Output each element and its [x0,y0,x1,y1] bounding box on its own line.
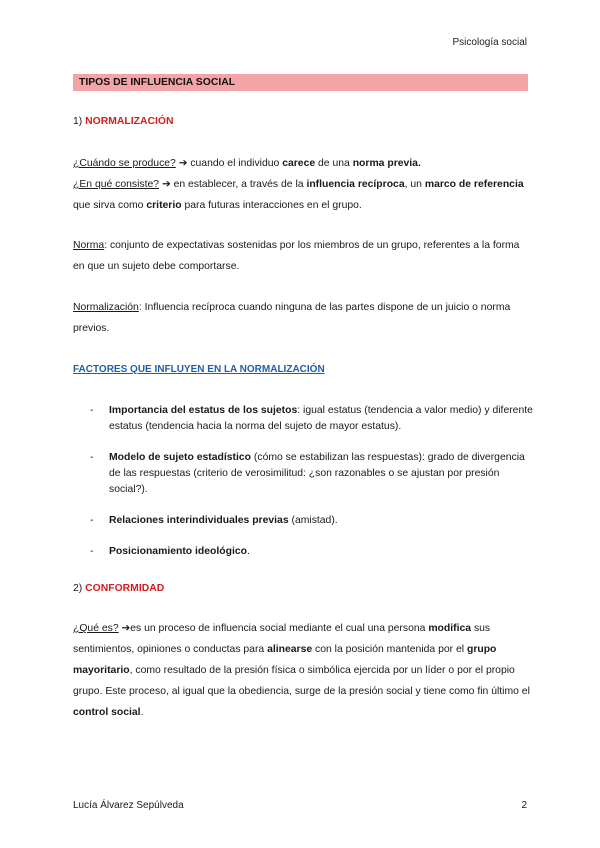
list-item [73,403,533,435]
text: , como resultado de la presión física o simbólica ejercida por un líder o por el propio grupo. Este proceso, al igual que la obediencia, surge de la presión social y tiene como fin último el [73,665,530,697]
section-number: 2) [73,583,83,594]
question-label: ¿En qué consiste? [73,179,160,190]
normalizacion-definition [73,297,533,339]
text: para futuras interacciones en el grupo. [184,200,362,211]
page-number: 2 [521,800,527,811]
text: , un [404,179,422,190]
list-item [73,450,533,498]
text: de una [318,158,350,169]
question-label: ¿Qué es? [73,623,119,634]
definition: : conjunto de expectativas sostenidas por los miembros de un grupo, referentes a la forma en que un sujeto debe comportarse. [73,240,520,272]
factores-title: FACTORES QUE INFLUYEN EN LA NORMALIZACIÓN [73,364,325,375]
text: . [417,158,421,169]
bold-text: grupo mayoritario [73,644,497,676]
section-title: TIPOS DE INFLUENCIA SOCIAL [73,74,528,91]
bold-text: control social [73,707,141,718]
text: (cómo se estabilizan las respuestas): grado de divergencia de las respuestas (criterio de verosimilitud: ¿son razonables o se ajustan por presión social?). [109,452,525,495]
conformidad-paragraph [73,618,533,723]
normalizacion-title: NORMALIZACIÓN [85,116,174,127]
text: cuando el individuo [190,158,280,169]
question-consiste [73,174,533,216]
text: con la posición mantenida por el [315,644,465,655]
bullet-dash: - [90,405,94,416]
list-item [73,544,533,560]
bullet-dash: - [90,515,94,526]
normalizacion-questions [73,153,533,216]
bold-text: criterio [146,200,182,211]
bold-text: Posicionamiento ideológico [109,546,247,557]
normalizacion-heading [73,111,533,132]
bold-text: Modelo de sujeto estadístico [109,452,252,463]
conformidad-title: CONFORMIDAD [85,583,165,594]
definition: : Influencia recíproca cuando ninguna de las partes dispone de un juicio o norma previos. [73,302,511,334]
factores-list [73,403,533,575]
text: . [246,546,250,557]
running-header: Psicología social [452,37,527,48]
question-cuando [73,153,533,174]
bullet-dash: - [90,452,94,463]
term: Normalización [73,302,139,313]
text: en establecer, a través de la [173,179,304,190]
factores-heading [73,359,533,380]
section-number: 1) [73,116,83,127]
list-item [73,513,533,529]
text: es un proceso de influencia social mediante el cual una persona [130,623,426,634]
bold-text: modifica [428,623,472,634]
bold-text: Relaciones interindividuales previas [109,515,289,526]
right-arrow-icon: ➔ [121,623,131,634]
footer-author: Lucía Álvarez Sepúlveda [73,800,184,811]
bold-text: marco de referencia [424,179,524,190]
norma-definition [73,235,533,277]
bold-text: carece [282,158,316,169]
question-label: ¿Cuándo se produce? [73,158,176,169]
text: (amistad). [288,515,338,526]
bold-text: Importancia del estatus de los sujetos [109,405,298,416]
bold-text: norma previa [352,158,418,169]
text: : igual estatus (tendencia a valor medio) y diferente estatus (tendencia hacia la norma del sujeto de mayor estatus). [109,405,533,432]
text: sus sentimientos, opiniones o conductas para [73,623,491,655]
bold-text: alinearse [267,644,313,655]
right-arrow-icon: ➔ [178,158,188,169]
term: Norma [73,240,105,251]
bold-text: influencia recíproca [306,179,405,190]
text: que sirva como [73,200,144,211]
bullet-dash: - [90,546,94,557]
right-arrow-icon: ➔ [161,179,171,190]
conformidad-heading [73,578,533,599]
text: . [140,707,144,718]
